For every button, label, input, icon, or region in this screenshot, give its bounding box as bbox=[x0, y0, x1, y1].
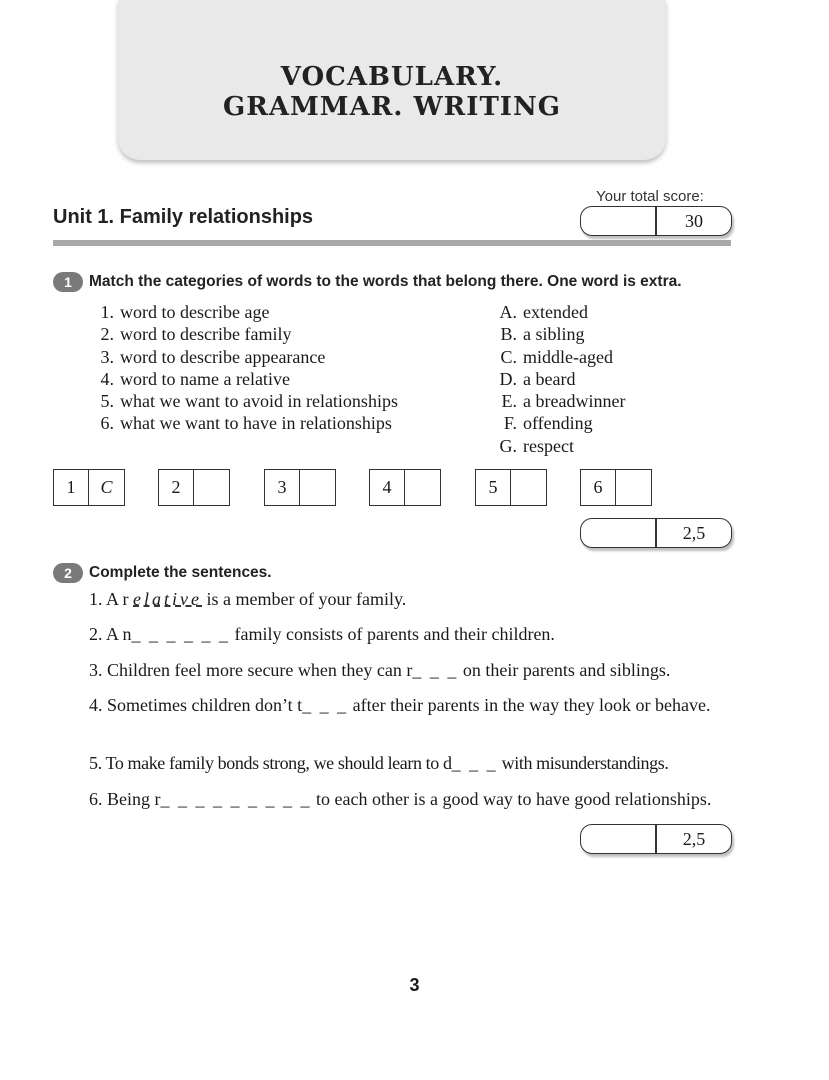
answer-field[interactable] bbox=[300, 470, 335, 505]
answer-number: 2 bbox=[159, 470, 194, 505]
unit-title: Unit 1. Family relationships bbox=[53, 206, 314, 228]
answer-field[interactable] bbox=[194, 470, 229, 505]
answer-number: 4 bbox=[370, 470, 405, 505]
exercise2-score-value: 2,5 bbox=[682, 829, 706, 849]
exercise1-score-box bbox=[580, 518, 732, 548]
banner-title-line1: VOCABULARY. bbox=[280, 62, 504, 92]
answer-field[interactable] bbox=[616, 470, 651, 505]
total-score-box bbox=[580, 206, 732, 236]
answer-field[interactable] bbox=[511, 470, 546, 505]
list-item: 5. what we want to avoid in relationships bbox=[100, 391, 398, 412]
exercise1-words-list bbox=[491, 301, 625, 457]
answer-box-5 bbox=[475, 469, 547, 506]
answer-number: 1 bbox=[54, 470, 89, 505]
sentence-1: 1. A r elative is a member of your family. bbox=[89, 589, 407, 609]
exercise2-number-badge: 2 bbox=[53, 563, 83, 583]
exercise1-heading bbox=[53, 272, 682, 292]
total-score-label: Your total score: bbox=[596, 188, 704, 205]
blank-gap[interactable]: _ _ _ bbox=[451, 753, 498, 773]
banner-title bbox=[118, 62, 666, 122]
filled-answer: elative bbox=[133, 589, 202, 609]
sentence-4: 4. Sometimes children don’t t_ _ _ after their parents in the way they look or behave. bbox=[89, 695, 711, 715]
banner-title-line2: GRAMMAR. WRITING bbox=[223, 92, 561, 122]
list-item: D. a beard bbox=[499, 368, 576, 389]
exercise2-instruction: Complete the sentences. bbox=[89, 564, 272, 581]
blank-gap[interactable]: _ _ _ bbox=[302, 695, 349, 715]
list-item: 6. what we want to have in relationships bbox=[100, 413, 392, 434]
list-item: G. respect bbox=[499, 435, 574, 456]
list-item: 2. word to describe family bbox=[100, 324, 292, 345]
list-item: E. a breadwinner bbox=[501, 391, 626, 412]
answer-field[interactable]: C bbox=[100, 477, 113, 497]
exercise2-score-box bbox=[580, 824, 732, 854]
answer-box-4 bbox=[369, 469, 441, 506]
answer-box-3 bbox=[264, 469, 336, 506]
page-number: 3 bbox=[409, 975, 420, 995]
exercise2-heading bbox=[53, 563, 272, 583]
answer-number: 5 bbox=[476, 470, 511, 505]
list-item: B. a sibling bbox=[500, 324, 585, 345]
section-banner bbox=[118, 0, 666, 160]
answer-box-2 bbox=[158, 469, 230, 506]
list-item: C. middle-aged bbox=[500, 346, 613, 367]
list-item: F. offending bbox=[503, 413, 593, 434]
list-item: 1. word to describe age bbox=[100, 302, 270, 322]
sentence-3: 3. Children feel more secure when they can r_ _ _ on their parents and siblings. bbox=[89, 660, 671, 680]
exercise1-score-value: 2,5 bbox=[682, 523, 706, 543]
list-item: 3. word to describe appearance bbox=[100, 346, 326, 367]
blank-gap[interactable]: _ _ _ _ _ _ _ _ _ bbox=[160, 789, 312, 809]
answer-box-1 bbox=[53, 469, 125, 506]
answer-number: 6 bbox=[581, 470, 616, 505]
sentence-2: 2. A n_ _ _ _ _ _ family consists of parents and their children. bbox=[89, 624, 555, 644]
exercise1-instruction: Match the categories of words to the words that belong there. One word is extra. bbox=[89, 273, 682, 290]
sentence-5: 5. To make family bonds strong, we should learn to d_ _ _ with misunderstandings. bbox=[89, 753, 669, 773]
answer-box-6 bbox=[580, 469, 652, 506]
list-item: 4. word to name a relative bbox=[100, 368, 290, 389]
heading-rule bbox=[53, 240, 731, 246]
blank-gap[interactable]: _ _ _ bbox=[412, 660, 459, 680]
answer-field[interactable] bbox=[405, 470, 440, 505]
sentence-6: 6. Being r_ _ _ _ _ _ _ _ _ to each other is a good way to have good relationships. bbox=[89, 789, 712, 809]
exercise1-number-badge: 1 bbox=[53, 272, 83, 292]
total-score-value: 30 bbox=[685, 211, 703, 231]
list-item: A. extended bbox=[499, 302, 588, 322]
answer-number: 3 bbox=[265, 470, 300, 505]
blank-gap[interactable]: _ _ _ _ _ _ bbox=[131, 624, 231, 644]
exercise1-categories-list bbox=[88, 301, 398, 435]
